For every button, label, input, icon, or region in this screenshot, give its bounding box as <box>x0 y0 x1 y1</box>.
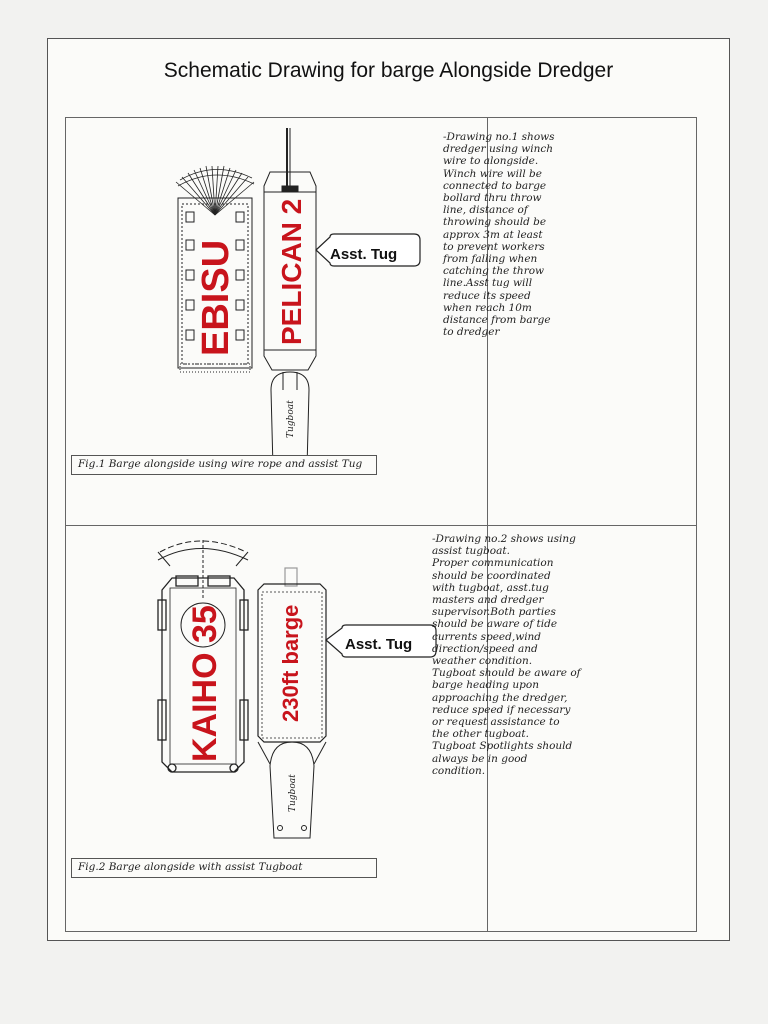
fig1-assist-tug <box>316 234 420 266</box>
fig2-barge-label: 230ft barge <box>278 604 303 722</box>
fig2-assist-label: Asst. Tug <box>345 636 413 653</box>
fig2-caption: Fig.2 Barge alongside with assist Tugboat <box>71 858 377 878</box>
page-title: Schematic Drawing for barge Alongside Dredger <box>163 59 614 82</box>
fig2-dredger-arc <box>158 540 248 600</box>
fig1-dredger-label: EBISU <box>195 239 237 356</box>
fig2-dredger-label: KAIHO 35 <box>186 605 224 762</box>
fig2-description: -Drawing no.2 shows using assist tugboat. Proper communication should be coordinated with tugboat, asst.tug masters and dredger supervisor.Both parties should be aware of tide currents speed,wind direction/speed and weather condition. Tugboat should be aware of barge heading upon approaching the dredger, reduce speed if necessary or request assistance to the other tugboat. Tugboat Spotlights should always be in good condition. <box>432 533 581 777</box>
fig1-description: -Drawing no.1 shows dredger using winch wire to alongside. Winch wire will be connected to barge bollard thru throw line, distance of throwing should be approx 3m at least to prevent workers from falling when catching the throw line.Asst tug will reduce its speed when reach 10m distance from barge to dredger <box>443 131 555 339</box>
fig1-assist-label: Asst. Tug <box>330 246 398 263</box>
fig2-assist-tug <box>326 625 436 657</box>
fig2-tugboat-label: Tugboat <box>288 774 298 812</box>
fig1-caption: Fig.1 Barge alongside using wire rope and assist Tug <box>71 455 377 475</box>
fig1-dredger-fan <box>176 166 254 215</box>
fig1-diagram <box>176 128 420 468</box>
fig1-barge-label: PELICAN 2 <box>276 198 307 345</box>
fig1-tugboat-label: Tugboat <box>286 400 296 438</box>
fig2-diagram <box>158 540 436 838</box>
